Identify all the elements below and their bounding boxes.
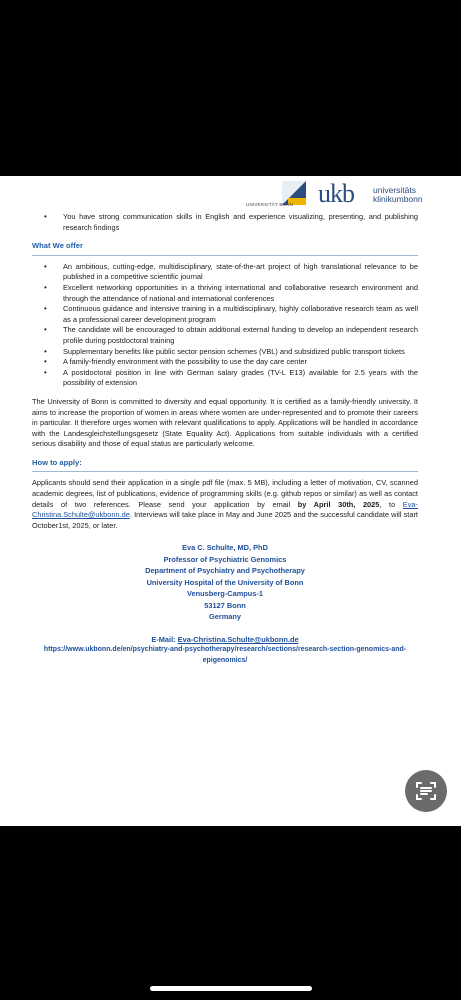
apply-heading: How to apply: xyxy=(32,458,418,473)
contact-title: Professor of Psychiatric Genomics xyxy=(163,554,287,564)
text-scan-icon xyxy=(405,770,447,812)
contact-url[interactable]: https://www.ukbonn.de/en/psychiatry-and-psychotherapy/research/sections/research-section-genomics-and-epigenomics/ xyxy=(43,646,407,664)
ukb-logo-subtitle: universitäts klinikumbonn xyxy=(373,185,423,204)
text-scan-button[interactable] xyxy=(405,770,447,812)
university-bonn-logo xyxy=(246,181,306,208)
university-logo-text: UNIVERSITÄT BONN xyxy=(246,202,294,207)
list-item: • Excellent networking opportunities in a thriving international and collaborative research environment and through the attendance of national and international conferences xyxy=(32,283,418,304)
list-item: • A postdoctoral position in line with German salary grades (TV-L E13) available for 2.5 years with the possibility of extension xyxy=(32,368,418,389)
diversity-paragraph: The University of Bonn is committed to diversity and equal opportunity. It is certified as a family-friendly university. It aims to increase the proportion of women in areas where women are under-represented and to promote their careers in particular. It therefore urges women with relevant qualifications to apply. Applications will be handled in accordance with the Landesgleichstellungsgesetz (State Equality Act). Applications from suitable individuals with a certified serious disability and those of equal status are particularly welcome. xyxy=(32,396,418,449)
intro-list xyxy=(32,212,418,233)
offer-list xyxy=(32,262,418,389)
document-body xyxy=(32,212,418,666)
document-page xyxy=(0,176,461,826)
contact-country: Germany xyxy=(208,612,242,622)
contact-email-line: E-Mail: Eva-Christina.Schulte@ukbonn.de xyxy=(151,634,299,644)
list-item: • A family-friendly environment with the possibility to use the day care center xyxy=(32,357,418,368)
list-item: • An ambitious, cutting-edge, multidisciplinary, state-of-the-art project of high translational relevance to be published in a competitive scientific journal xyxy=(32,262,418,283)
contact-email-link[interactable]: Eva-Christina.Schulte@ukbonn.de xyxy=(177,634,299,644)
apply-email-link[interactable]: Eva-Christina.Schulte@ukbonn.de xyxy=(32,499,418,520)
contact-hospital: University Hospital of the University of Bonn xyxy=(146,577,304,587)
list-item: • Continuous guidance and intensive training in a multidisciplinary, highly collaborative research team as well as a professional career development program xyxy=(32,304,418,325)
apply-paragraph: Applicants should send their application in a single pdf file (max. 5 MB), including a letter of motivation, CV, scanned academic degrees, list of publications, evidence of programming skills (e.g. github repos or similar) as well as contact details of two references. Please send your application by email by April 30th, 2025, to Eva-Christina.Schulte@ukbonn.de. Interviews will take place in May and June 2025 and the successful candidate will start October1st, 2025, or later. xyxy=(32,478,418,530)
contact-city: 53127 Bonn xyxy=(204,600,246,610)
contact-block xyxy=(32,542,418,666)
ukb-logo: ukb xyxy=(318,179,354,208)
contact-dept: Department of Psychiatry and Psychotherapy xyxy=(145,566,305,576)
deadline: by April 30th, 2025 xyxy=(297,499,380,509)
contact-street: Venusberg-Campus-1 xyxy=(187,589,263,599)
list-item: • The candidate will be encouraged to obtain additional external funding to develop an independent research profile during postdoctoral training xyxy=(32,325,418,346)
home-indicator[interactable] xyxy=(150,986,312,991)
offer-heading: What We offer xyxy=(32,241,418,256)
list-item: • Supplementary benefits like public sector pension schemes (VBL) and subsidized public transport tickets xyxy=(32,347,418,358)
list-item: • You have strong communication skills in English and experience visualizing, presenting, and publishing research findings xyxy=(32,212,418,233)
contact-name: Eva C. Schulte, MD, PhD xyxy=(182,543,268,553)
